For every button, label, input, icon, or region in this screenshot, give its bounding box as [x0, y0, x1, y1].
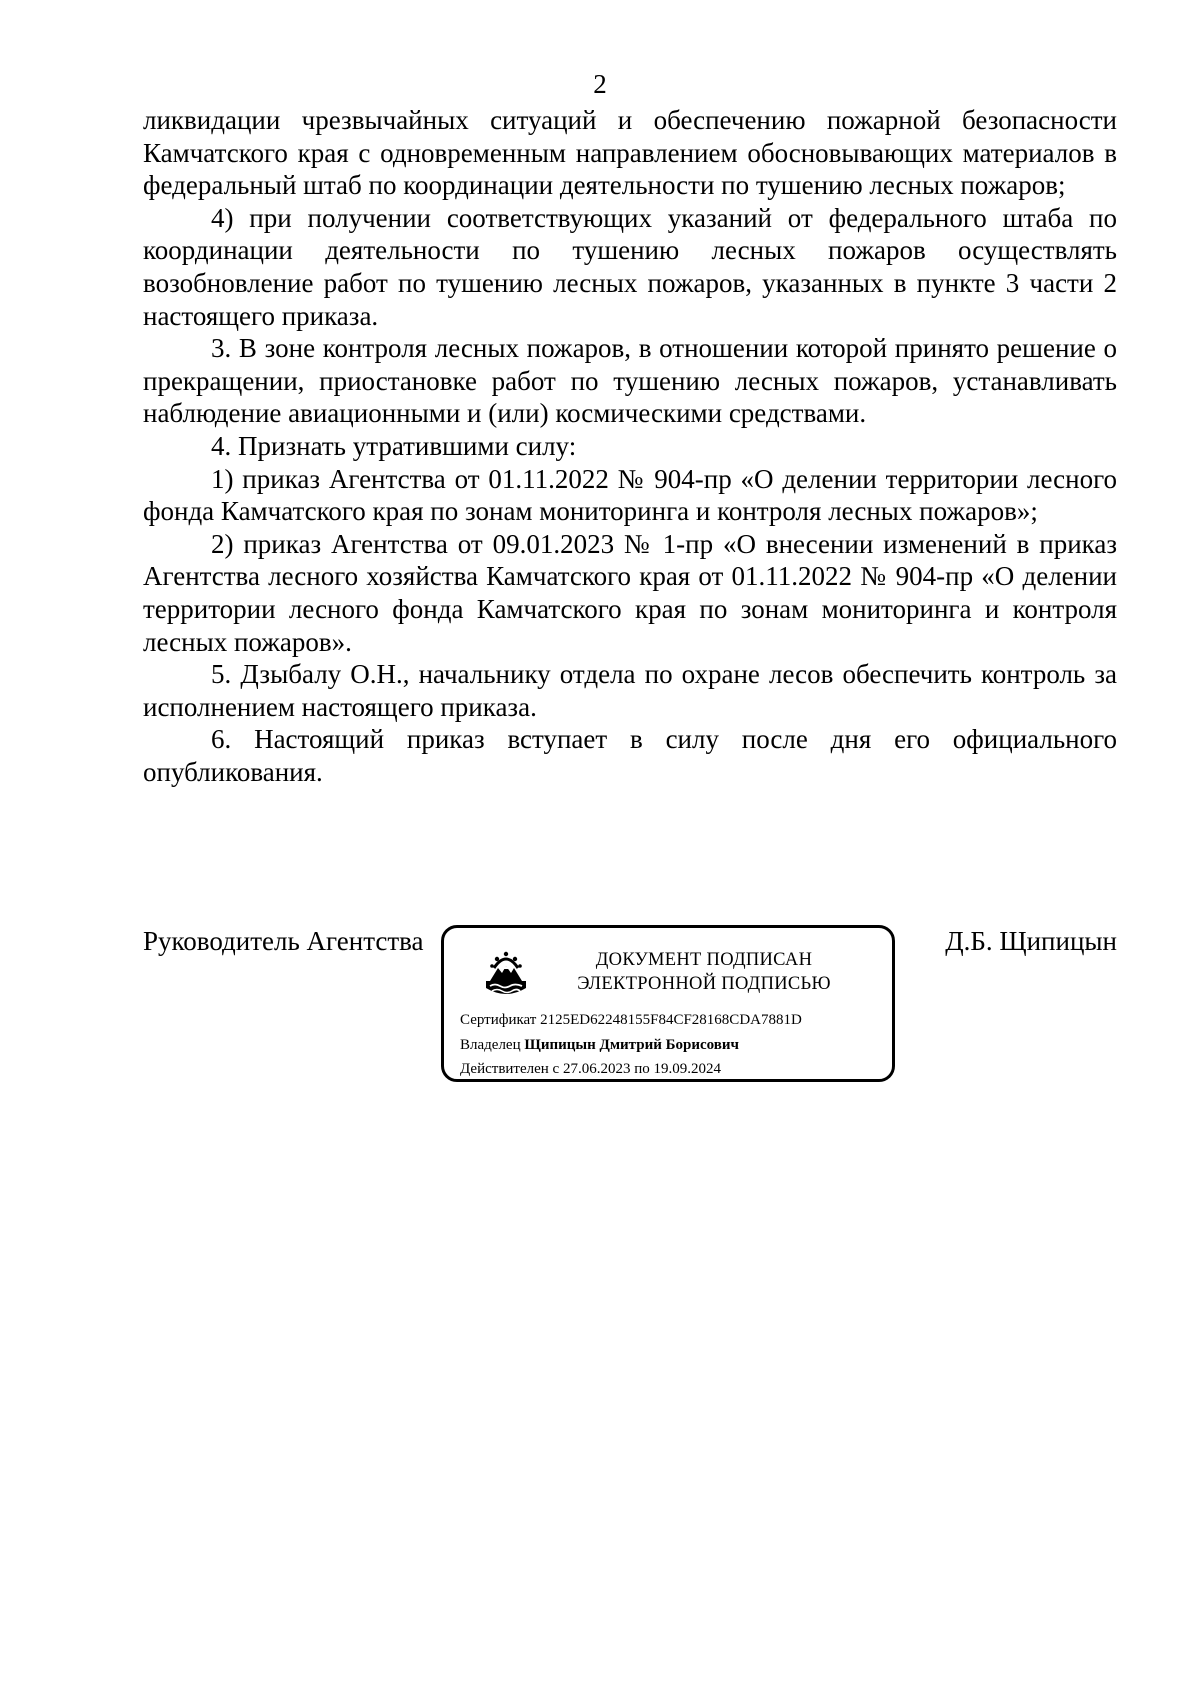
- stamp-certificate-value: 2125ED62248155F84CF28168CDA7881D: [540, 1012, 802, 1028]
- stamp-valid-to-label: по: [634, 1061, 650, 1077]
- stamp-owner-line: [460, 1036, 739, 1054]
- stamp-valid-label: Действителен с: [460, 1061, 560, 1077]
- paragraph-repealed-order-2: 2) приказ Агентства от 09.01.2023 № 1-пр «О внесении изменений в приказ Агентства лесного хозяйства Камчатского края от 01.11.2022 № 904-пр «О делении территории лесного фонда Камчатского края по зонам мониторинга и контроля лесных пожаров».: [143, 528, 1117, 657]
- signatory-name: Д.Б. Щипицын: [945, 926, 1117, 956]
- paragraph-continuation: ликвидации чрезвычайных ситуаций и обеспечению пожарной безопасности Камчатского края с одновременным направлением обосновывающих материалов в федеральный штаб по координации деятельности по тушению лесных пожаров;: [143, 105, 1117, 201]
- stamp-valid-from: 27.06.2023: [562, 1061, 631, 1077]
- paragraph-section-5: 5. Дзыбалу О.Н., начальнику отдела по охране лесов обеспечить контроль за исполнением настоящего приказа.: [143, 659, 1117, 722]
- stamp-owner-value: Щипицын Дмитрий Борисович: [524, 1037, 740, 1053]
- paragraph-section-3: 3. В зоне контроля лесных пожаров, в отношении которой принято решение о прекращении, приостановке работ по тушению лесных пожаров, устанавливать наблюдение авиационными и (или) космическими средствами.: [143, 333, 1117, 429]
- stamp-heading: [544, 948, 864, 996]
- paragraph-section-4: 4. Признать утратившими силу:: [211, 430, 577, 461]
- stamp-owner-label: Владелец: [460, 1037, 521, 1053]
- stamp-heading-line-2: ЭЛЕКТРОННОЙ ПОДПИСЬЮ: [577, 974, 831, 994]
- paragraph-item-4: 4) при получении соответствующих указаний от федерального штаба по координации деятельности по тушению лесных пожаров осуществлять возобновление работ по тушению лесных пожаров, указанных в пункте 3 части 2 настоящего приказа.: [143, 202, 1117, 331]
- kamchatka-coat-of-arms-icon: [480, 948, 532, 1002]
- stamp-heading-line-1: ДОКУМЕНТ ПОДПИСАН: [595, 950, 813, 970]
- signatory-position: Руководитель Агентства: [143, 926, 424, 956]
- page-number: 2: [593, 69, 607, 99]
- stamp-certificate-line: [460, 1011, 802, 1029]
- electronic-signature-stamp: [441, 925, 895, 1082]
- stamp-validity-line: [460, 1060, 721, 1078]
- stamp-certificate-label: Сертификат: [460, 1012, 537, 1028]
- document-body: [143, 104, 1117, 788]
- stamp-valid-to: 19.09.2024: [653, 1061, 721, 1077]
- paragraph-section-6: 6. Настоящий приказ вступает в силу после дня его официального опубликования.: [143, 724, 1117, 787]
- paragraph-repealed-order-1: 1) приказ Агентства от 01.11.2022 № 904-пр «О делении территории лесного фонда Камчатского края по зонам мониторинга и контроля лесных пожаров»;: [143, 463, 1117, 527]
